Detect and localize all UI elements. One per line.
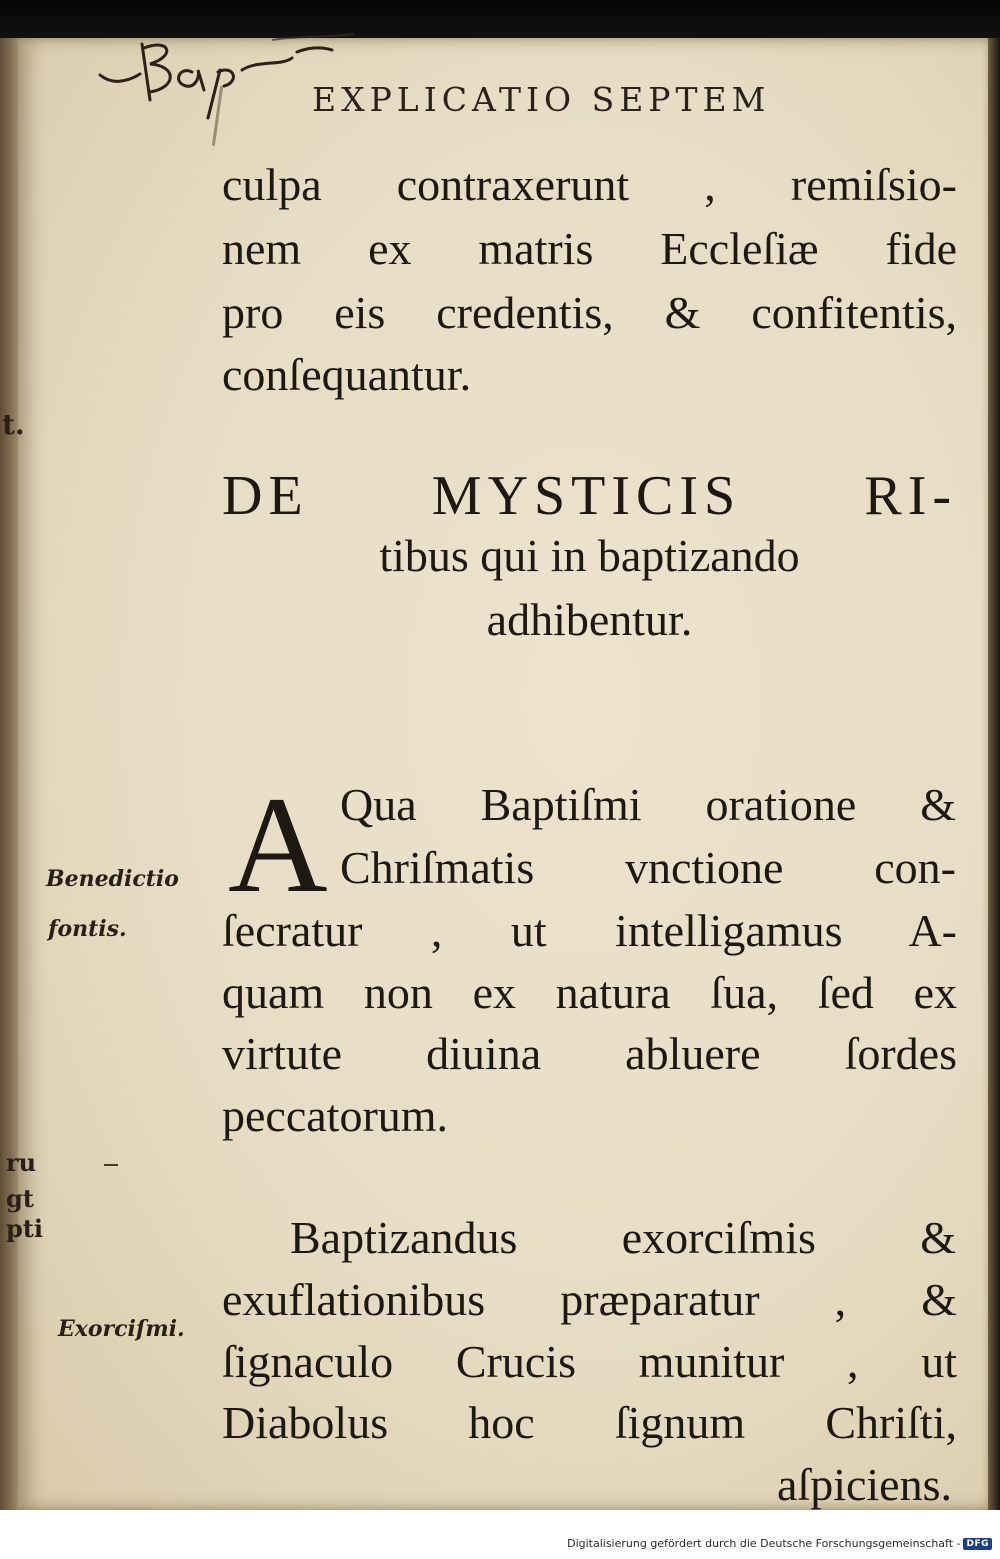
marginal-note: Exorciſmi.: [58, 1316, 185, 1342]
text-line: conſequantur.: [222, 349, 472, 400]
text-line: exuflationibus præparatur , &: [222, 1274, 957, 1325]
credit-text: Digitalisierung gefördert durch die Deutsche Forschungsgemeinschaft -: [567, 1537, 961, 1550]
text-line: ſecratur , ut intelligamus A-: [222, 905, 957, 956]
section-subheading: tibus qui in baptizando: [379, 530, 800, 581]
scan-footer-bar: [0, 1510, 1000, 1559]
text-line: aſpiciens.: [777, 1459, 952, 1510]
text-line: peccatorum.: [222, 1090, 449, 1141]
text-line: ſignaculo Crucis munitur , ut: [222, 1336, 957, 1387]
edge-text-fragment: pti: [6, 1214, 43, 1243]
edge-text-fragment: ru: [6, 1148, 37, 1177]
edge-text-fragment: gt: [6, 1184, 34, 1213]
text-line: virtute diuina abluere ſordes: [222, 1028, 957, 1079]
running-title: EXPLICATIO SEPTEM: [312, 80, 771, 119]
edge-text-fragment: t.: [2, 408, 25, 441]
ink-mark: [104, 1164, 118, 1166]
marginal-note: fontis.: [48, 916, 127, 942]
section-heading: DE MYSTICIS RI-: [222, 465, 957, 527]
marginal-note: Benedictio: [46, 866, 179, 892]
dfg-logo-icon: DFG: [963, 1538, 992, 1550]
drop-cap: A: [228, 768, 328, 921]
text-line: Baptizandus exorciſmis &: [290, 1212, 956, 1263]
digitization-credit: [567, 1537, 992, 1550]
text-line: culpa contraxerunt , remiſsio-: [222, 159, 957, 210]
text-line: quam non ex natura ſua, ſed ex: [222, 967, 957, 1018]
page-right-edge: [988, 38, 1000, 1510]
text-line: Diabolus hoc ſignum Chriſti,: [222, 1397, 957, 1448]
text-line: Qua Baptiſmi oratione &: [340, 779, 956, 830]
text-line: Chriſmatis vnctione con-: [340, 842, 956, 893]
text-line: pro eis credentis, & confitentis,: [222, 287, 957, 338]
section-subheading: adhibentur.: [486, 594, 693, 645]
text-line: nem ex matris Eccleſiæ fide: [222, 223, 957, 274]
